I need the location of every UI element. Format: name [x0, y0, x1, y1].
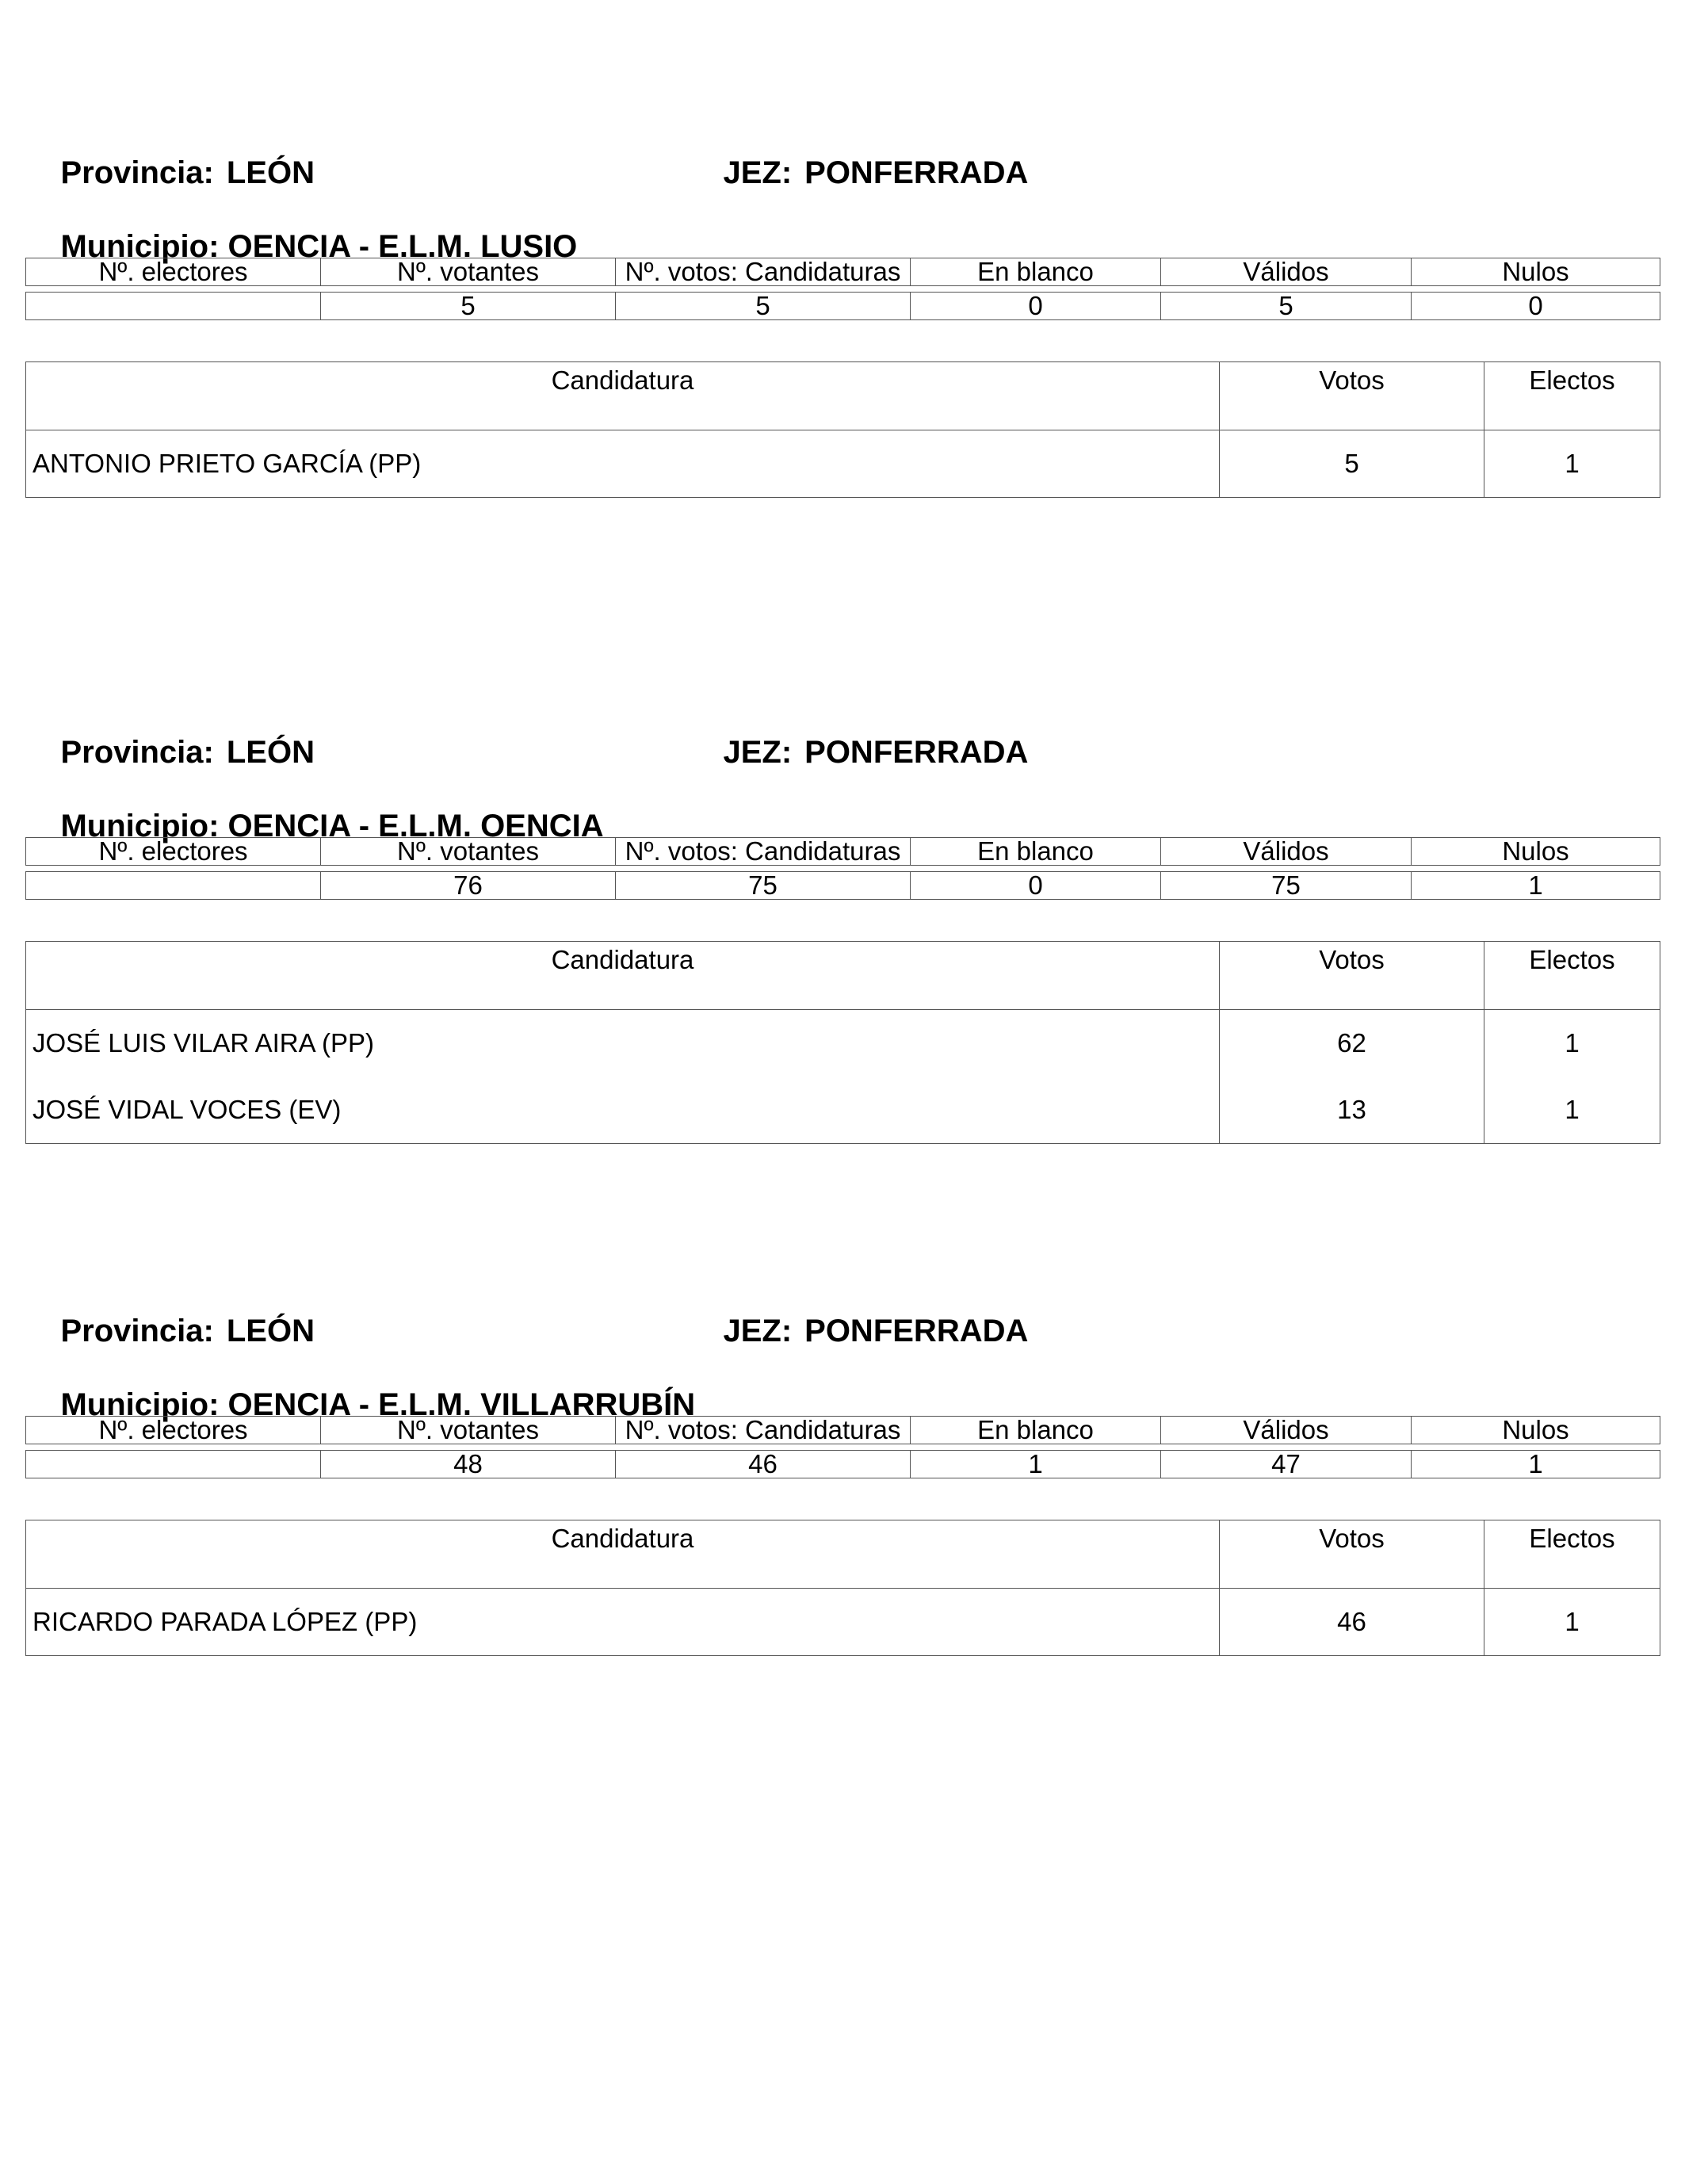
stats-header-votos-candidaturas: Nº. votos: Candidaturas [616, 838, 911, 866]
candidates-table [25, 941, 1660, 1144]
stats-table [25, 1416, 1660, 1478]
municipio-label: Municipio: [60, 229, 220, 264]
stats-header-row [26, 258, 1660, 286]
jez-label: JEZ: [723, 735, 793, 770]
jez-heading [688, 1274, 1028, 1388]
stats-header-votos-candidaturas: Nº. votos: Candidaturas [616, 1417, 911, 1444]
stats-header-row [26, 838, 1660, 866]
stats-value-votantes: 48 [321, 1451, 616, 1478]
stats-table [25, 837, 1660, 900]
candidate-row [26, 1589, 1660, 1656]
municipio-label: Municipio: [60, 1387, 220, 1422]
jez-heading [688, 695, 1028, 809]
municipio-label: Municipio: [60, 809, 220, 843]
stats-header-row [26, 1417, 1660, 1444]
stats-header-votantes: Nº. votantes [321, 1417, 616, 1444]
stats-header-validos: Válidos [1161, 258, 1412, 286]
candidatura-header: Candidatura [26, 362, 1220, 430]
stats-value-en-blanco: 1 [911, 1451, 1161, 1478]
jez-value: PONFERRADA [804, 155, 1029, 190]
stats-value-row [26, 872, 1660, 900]
stats-header-votantes: Nº. votantes [321, 838, 616, 866]
municipio-value: OENCIA - E.L.M. VILLARRUBÍN [227, 1387, 696, 1422]
jez-label: JEZ: [723, 1314, 793, 1348]
provincia-label: Provincia: [60, 155, 214, 190]
candidate-electos: 1 [1484, 1589, 1660, 1656]
jez-value: PONFERRADA [804, 1314, 1029, 1348]
candidate-name: ANTONIO PRIETO GARCÍA (PP) [26, 430, 1220, 498]
candidates-table [25, 1520, 1660, 1656]
jez-label: JEZ: [723, 155, 793, 190]
electos-header: Electos [1484, 1520, 1660, 1589]
stats-header-en-blanco: En blanco [911, 1417, 1161, 1444]
stats-value-electores [26, 293, 321, 320]
candidatura-header: Candidatura [26, 942, 1220, 1010]
stats-value-en-blanco: 0 [911, 872, 1161, 900]
stats-value-electores [26, 872, 321, 900]
stats-value-en-blanco: 0 [911, 293, 1161, 320]
provincia-value: LEÓN [226, 1314, 315, 1348]
candidate-electos: 1 [1484, 1077, 1660, 1144]
jez-value: PONFERRADA [804, 735, 1029, 770]
stats-value-nulos: 1 [1412, 1451, 1660, 1478]
stats-value-votos-candidaturas: 46 [616, 1451, 911, 1478]
votos-header: Votos [1220, 1520, 1484, 1589]
candidate-name: RICARDO PARADA LÓPEZ (PP) [26, 1589, 1220, 1656]
provincia-value: LEÓN [226, 735, 315, 770]
provincia-value: LEÓN [226, 155, 315, 190]
stats-value-nulos: 0 [1412, 293, 1660, 320]
provincia-label: Provincia: [60, 1314, 214, 1348]
candidate-electos: 1 [1484, 1010, 1660, 1077]
candidate-votos: 46 [1220, 1589, 1484, 1656]
candidate-row [26, 1077, 1660, 1144]
stats-value-nulos: 1 [1412, 872, 1660, 900]
jez-heading [688, 116, 1028, 230]
candidate-name: JOSÉ LUIS VILAR AIRA (PP) [26, 1010, 1220, 1077]
stats-header-electores: Nº. electores [26, 258, 321, 286]
stats-header-nulos: Nulos [1412, 838, 1660, 866]
stats-header-electores: Nº. electores [26, 838, 321, 866]
stats-value-electores [26, 1451, 321, 1478]
candidates-header-row [26, 1520, 1660, 1589]
stats-header-nulos: Nulos [1412, 258, 1660, 286]
stats-header-validos: Válidos [1161, 1417, 1412, 1444]
votos-header: Votos [1220, 942, 1484, 1010]
stats-header-validos: Válidos [1161, 838, 1412, 866]
stats-value-votos-candidaturas: 75 [616, 872, 911, 900]
candidate-name: JOSÉ VIDAL VOCES (EV) [26, 1077, 1220, 1144]
stats-value-votos-candidaturas: 5 [616, 293, 911, 320]
candidatura-header: Candidatura [26, 1520, 1220, 1589]
stats-value-validos: 47 [1161, 1451, 1412, 1478]
candidate-row [26, 1010, 1660, 1077]
candidate-votos: 13 [1220, 1077, 1484, 1144]
stats-value-row [26, 1451, 1660, 1478]
candidate-votos: 5 [1220, 430, 1484, 498]
stats-value-validos: 5 [1161, 293, 1412, 320]
electos-header: Electos [1484, 942, 1660, 1010]
municipio-value: OENCIA - E.L.M. OENCIA [227, 809, 604, 843]
candidates-header-row [26, 942, 1660, 1010]
stats-header-votos-candidaturas: Nº. votos: Candidaturas [616, 258, 911, 286]
candidates-header-row [26, 362, 1660, 430]
votos-header: Votos [1220, 362, 1484, 430]
stats-header-electores: Nº. electores [26, 1417, 321, 1444]
candidate-votos: 62 [1220, 1010, 1484, 1077]
municipio-value: OENCIA - E.L.M. LUSIO [227, 229, 578, 264]
candidates-table [25, 361, 1660, 498]
stats-value-row [26, 293, 1660, 320]
stats-value-validos: 75 [1161, 872, 1412, 900]
stats-value-votantes: 5 [321, 293, 616, 320]
stats-header-en-blanco: En blanco [911, 258, 1161, 286]
stats-value-votantes: 76 [321, 872, 616, 900]
candidate-electos: 1 [1484, 430, 1660, 498]
candidate-row [26, 430, 1660, 498]
stats-header-nulos: Nulos [1412, 1417, 1660, 1444]
stats-table [25, 258, 1660, 320]
provincia-label: Provincia: [60, 735, 214, 770]
electos-header: Electos [1484, 362, 1660, 430]
stats-header-en-blanco: En blanco [911, 838, 1161, 866]
stats-header-votantes: Nº. votantes [321, 258, 616, 286]
